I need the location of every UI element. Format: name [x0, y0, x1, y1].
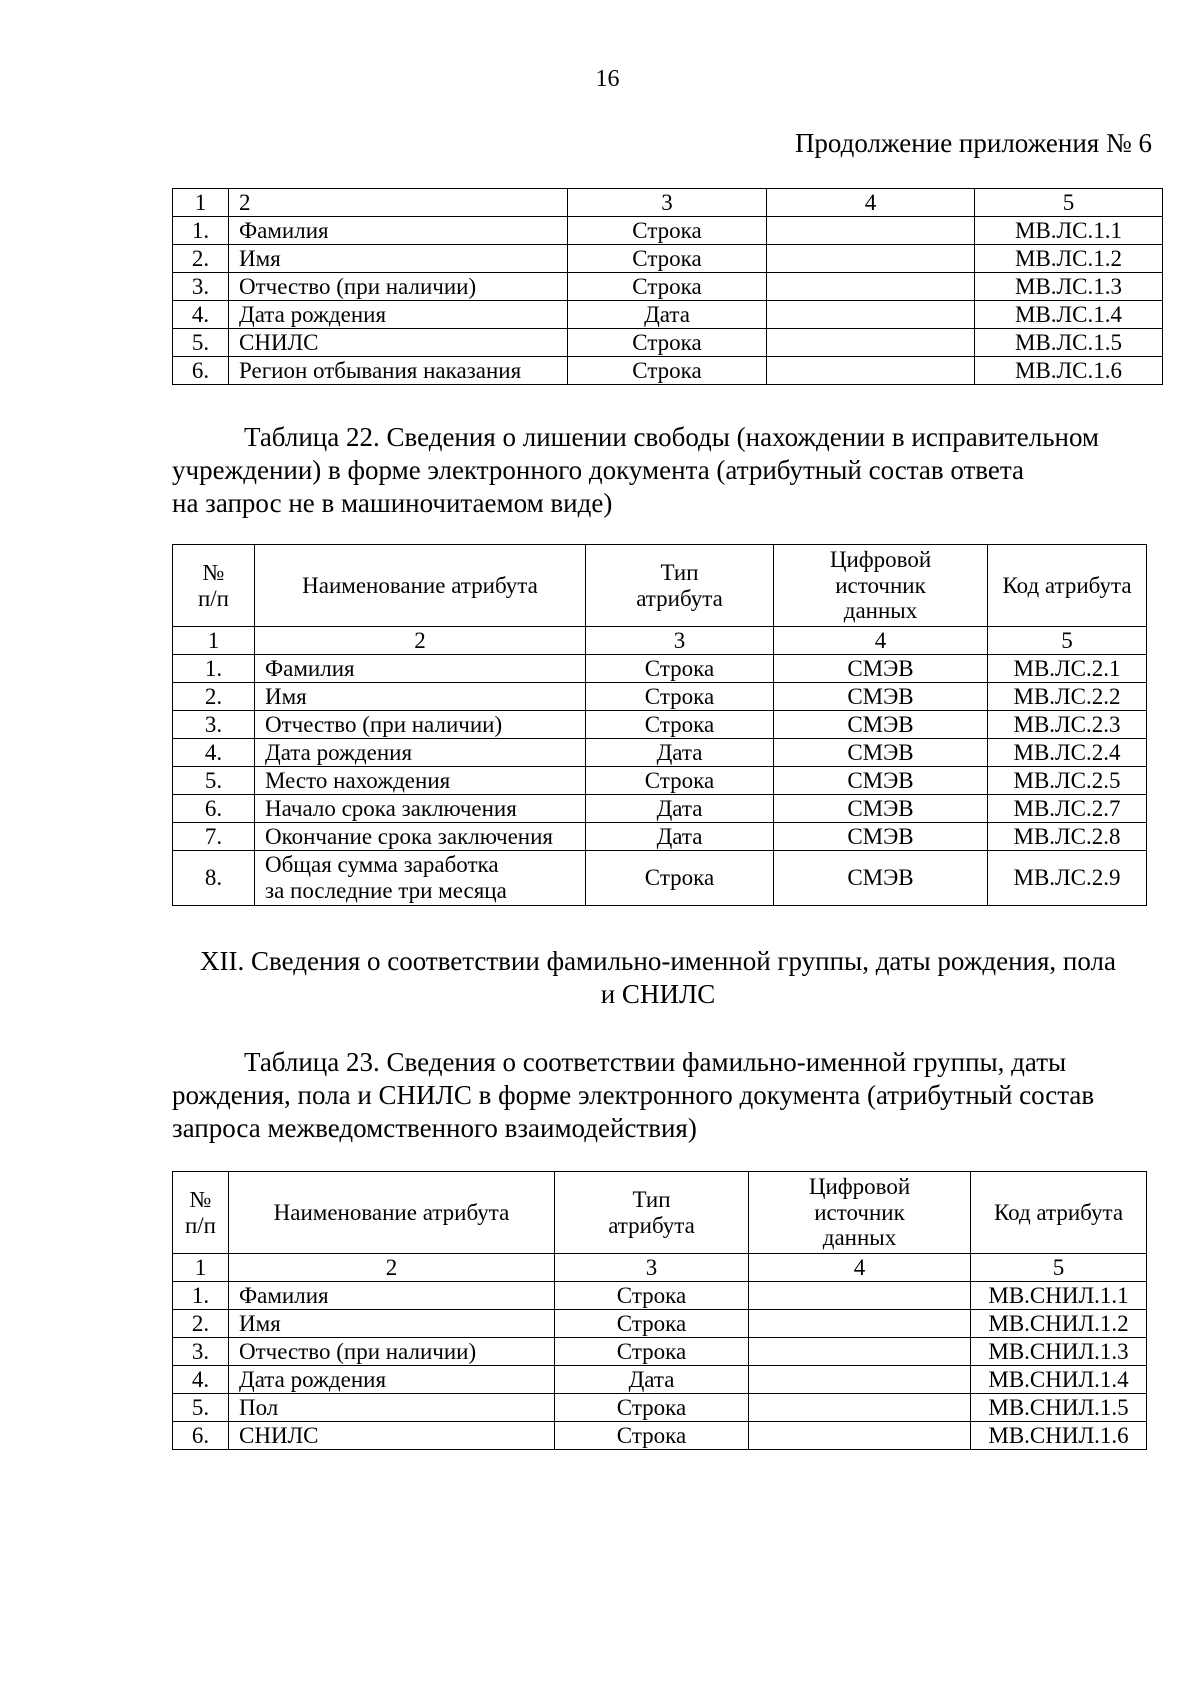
data-source: [767, 217, 975, 245]
table-row: [173, 739, 1147, 767]
row-number: 4.: [173, 1366, 229, 1394]
table-row: [173, 273, 1163, 301]
caption-line: Таблица 23. Сведения о соответствии фамильно-именной группы, даты: [244, 1047, 1067, 1077]
attribute-name: Имя: [255, 683, 586, 711]
data-source: СМЭВ: [774, 851, 988, 906]
attribute-type: Дата: [586, 823, 774, 851]
attribute-type: Строка: [555, 1394, 749, 1422]
attribute-name: Место нахождения: [255, 767, 586, 795]
attribute-type: Строка: [586, 711, 774, 739]
attribute-code: МВ.ЛС.1.5: [975, 329, 1163, 357]
attribute-type: Строка: [586, 683, 774, 711]
data-source: [767, 245, 975, 273]
table-row: [173, 1366, 1147, 1394]
attribute-type: Строка: [586, 655, 774, 683]
table-row: [173, 217, 1163, 245]
page-number: 16: [595, 66, 620, 92]
table-row: [173, 795, 1147, 823]
attribute-type: Строка: [586, 851, 774, 906]
attribute-code: МВ.ЛС.2.8: [988, 823, 1147, 851]
attribute-type: Дата: [568, 301, 767, 329]
header-line: №: [202, 559, 225, 585]
row-number: 5.: [173, 767, 255, 795]
attribute-name: Имя: [229, 245, 568, 273]
attribute-name: СНИЛС: [229, 329, 568, 357]
data-source: [749, 1422, 971, 1450]
data-source: [749, 1366, 971, 1394]
data-source: СМЭВ: [774, 795, 988, 823]
data-source: [749, 1338, 971, 1366]
attribute-type: Дата: [586, 795, 774, 823]
attribute-code: МВ.СНИЛ.1.2: [971, 1310, 1147, 1338]
row-number: 2.: [173, 1310, 229, 1338]
header-line: атрибута: [636, 585, 723, 611]
column-number: 1: [173, 1254, 229, 1282]
column-number-row: [173, 627, 1147, 655]
table-21-continued: [172, 188, 1163, 385]
attribute-code: МВ.ЛС.2.4: [988, 739, 1147, 767]
table-row: [173, 245, 1163, 273]
row-number: 5.: [173, 1394, 229, 1422]
column-number: 2: [255, 627, 586, 655]
row-number: 2.: [173, 683, 255, 711]
attribute-name: Начало срока заключения: [255, 795, 586, 823]
row-number: 7.: [173, 823, 255, 851]
attribute-type: Дата: [555, 1366, 749, 1394]
table-row: [173, 301, 1163, 329]
header-attribute-name: Наименование атрибута: [255, 545, 586, 627]
attribute-name: Окончание срока заключения: [255, 823, 586, 851]
table-row: [173, 1282, 1147, 1310]
table-23: [172, 1171, 1147, 1450]
data-source: [767, 357, 975, 385]
attribute-code: МВ.ЛС.1.2: [975, 245, 1163, 273]
table-row: [173, 1422, 1147, 1450]
column-number: 4: [749, 1254, 971, 1282]
attribute-name: Имя: [229, 1310, 555, 1338]
table-row: [173, 329, 1163, 357]
row-number: 6.: [173, 795, 255, 823]
header-number: [173, 545, 255, 627]
attribute-name: Дата рождения: [229, 1366, 555, 1394]
attribute-type: Строка: [555, 1338, 749, 1366]
row-number: 2.: [173, 245, 229, 273]
attribute-name-line: Общая сумма заработка: [265, 852, 499, 878]
header-attribute-type: [586, 545, 774, 627]
column-number: 4: [774, 627, 988, 655]
header-line: п/п: [184, 1212, 216, 1238]
data-source: СМЭВ: [774, 767, 988, 795]
heading-line: и СНИЛС: [600, 979, 716, 1009]
attribute-type: Строка: [555, 1310, 749, 1338]
attribute-type: Строка: [586, 767, 774, 795]
table-row: [173, 357, 1163, 385]
column-number: 3: [568, 189, 767, 217]
data-source: [749, 1394, 971, 1422]
row-number: 5.: [173, 329, 229, 357]
attribute-type: Дата: [586, 739, 774, 767]
attribute-name: Регион отбывания наказания: [229, 357, 568, 385]
table-row: [173, 1310, 1147, 1338]
table-row: [173, 655, 1147, 683]
attribute-type: Строка: [568, 245, 767, 273]
data-source: СМЭВ: [774, 711, 988, 739]
row-number: 6.: [173, 357, 229, 385]
header-line: Тип: [660, 559, 699, 585]
header-data-source: [749, 1172, 971, 1254]
attribute-name: Дата рождения: [255, 739, 586, 767]
attribute-type: Строка: [568, 329, 767, 357]
table-row: [173, 1394, 1147, 1422]
attribute-code: МВ.ЛС.2.1: [988, 655, 1147, 683]
row-number: 8.: [173, 851, 255, 906]
table-row: [173, 711, 1147, 739]
attribute-name: [255, 851, 586, 906]
attribute-name: Фамилия: [229, 1282, 555, 1310]
table-row: [173, 767, 1147, 795]
attribute-code: МВ.ЛС.1.4: [975, 301, 1163, 329]
attribute-name: Отчество (при наличии): [255, 711, 586, 739]
row-number: 1.: [173, 1282, 229, 1310]
row-number: 3.: [173, 273, 229, 301]
attribute-type: Строка: [555, 1422, 749, 1450]
table-row: [173, 683, 1147, 711]
header-attribute-code: Код атрибута: [988, 545, 1147, 627]
attribute-code: МВ.СНИЛ.1.4: [971, 1366, 1147, 1394]
data-source: [767, 273, 975, 301]
table-row: [173, 851, 1147, 906]
column-number: 4: [767, 189, 975, 217]
row-number: 4.: [173, 739, 255, 767]
attribute-code: МВ.СНИЛ.1.3: [971, 1338, 1147, 1366]
header-line: №: [189, 1186, 212, 1212]
column-number-row: [173, 189, 1163, 217]
column-number: 2: [229, 1254, 555, 1282]
column-number: 1: [173, 189, 229, 217]
row-number: 3.: [173, 711, 255, 739]
attribute-name: Пол: [229, 1394, 555, 1422]
data-source: [749, 1310, 971, 1338]
header-line: атрибута: [608, 1212, 695, 1238]
header-line: данных: [822, 1225, 897, 1251]
header-line: данных: [843, 598, 918, 624]
heading-line: XII. Сведения о соответствии фамильно-именной группы, даты рождения, пола: [200, 946, 1116, 976]
table-22-caption: [172, 421, 1144, 520]
data-source: [767, 301, 975, 329]
row-number: 1.: [173, 217, 229, 245]
caption-line: рождения, пола и СНИЛС в форме электронного документа (атрибутный состав: [172, 1080, 1095, 1110]
header-line: источник: [835, 572, 926, 598]
column-number: 5: [975, 189, 1163, 217]
header-attribute-type: [555, 1172, 749, 1254]
attribute-name-line: за последние три месяца: [265, 878, 507, 903]
attribute-name: Фамилия: [255, 655, 586, 683]
data-source: [767, 329, 975, 357]
column-number: 5: [971, 1254, 1147, 1282]
attribute-name: Дата рождения: [229, 301, 568, 329]
attribute-code: МВ.ЛС.2.7: [988, 795, 1147, 823]
caption-line: учреждении) в форме электронного документа (атрибутный состав ответа: [172, 455, 1024, 485]
caption-line: на запрос не в машиночитаемом виде): [172, 488, 613, 518]
data-source: СМЭВ: [774, 739, 988, 767]
header-number: [173, 1172, 229, 1254]
row-number: 3.: [173, 1338, 229, 1366]
data-source: СМЭВ: [774, 683, 988, 711]
attribute-code: МВ.ЛС.2.3: [988, 711, 1147, 739]
data-source: СМЭВ: [774, 823, 988, 851]
table-22: [172, 544, 1147, 906]
table-row: [173, 1338, 1147, 1366]
table-row: [173, 823, 1147, 851]
attribute-code: МВ.ЛС.1.6: [975, 357, 1163, 385]
attribute-code: МВ.СНИЛ.1.1: [971, 1282, 1147, 1310]
header-line: Цифровой: [808, 1173, 911, 1199]
column-number: 1: [173, 627, 255, 655]
header-attribute-code: Код атрибута: [971, 1172, 1147, 1254]
header-line: Тип: [632, 1186, 671, 1212]
attribute-name: Фамилия: [229, 217, 568, 245]
attribute-name: Отчество (при наличии): [229, 273, 568, 301]
section-xii-heading: [172, 945, 1144, 1011]
row-number: 6.: [173, 1422, 229, 1450]
column-number: 3: [555, 1254, 749, 1282]
attribute-code: МВ.ЛС.2.2: [988, 683, 1147, 711]
header-line: Цифровой: [829, 546, 932, 572]
header-attribute-name: Наименование атрибута: [229, 1172, 555, 1254]
attribute-type: Строка: [568, 357, 767, 385]
table-23-caption: [172, 1046, 1144, 1145]
column-number-row: [173, 1254, 1147, 1282]
column-number: 5: [988, 627, 1147, 655]
attribute-type: Строка: [555, 1282, 749, 1310]
row-number: 1.: [173, 655, 255, 683]
attribute-code: МВ.ЛС.1.1: [975, 217, 1163, 245]
attribute-type: Строка: [568, 273, 767, 301]
header-line: источник: [814, 1199, 905, 1225]
attribute-code: МВ.ЛС.1.3: [975, 273, 1163, 301]
attribute-code: МВ.ЛС.2.9: [988, 851, 1147, 906]
attribute-name: Отчество (при наличии): [229, 1338, 555, 1366]
header-data-source: [774, 545, 988, 627]
attribute-code: МВ.СНИЛ.1.5: [971, 1394, 1147, 1422]
caption-line: Таблица 22. Сведения о лишении свободы (нахождении в исправительном: [244, 422, 1100, 452]
row-number: 4.: [173, 301, 229, 329]
column-number: 2: [229, 189, 568, 217]
column-number: 3: [586, 627, 774, 655]
appendix-continuation-note: Продолжение приложения № 6: [794, 128, 1152, 158]
header-row: [173, 1172, 1147, 1254]
attribute-name: СНИЛС: [229, 1422, 555, 1450]
attribute-type: Строка: [568, 217, 767, 245]
data-source: СМЭВ: [774, 655, 988, 683]
header-line: п/п: [197, 585, 229, 611]
header-row: [173, 545, 1147, 627]
caption-line: запроса межведомственного взаимодействия): [172, 1113, 697, 1143]
attribute-code: МВ.ЛС.2.5: [988, 767, 1147, 795]
data-source: [749, 1282, 971, 1310]
attribute-code: МВ.СНИЛ.1.6: [971, 1422, 1147, 1450]
